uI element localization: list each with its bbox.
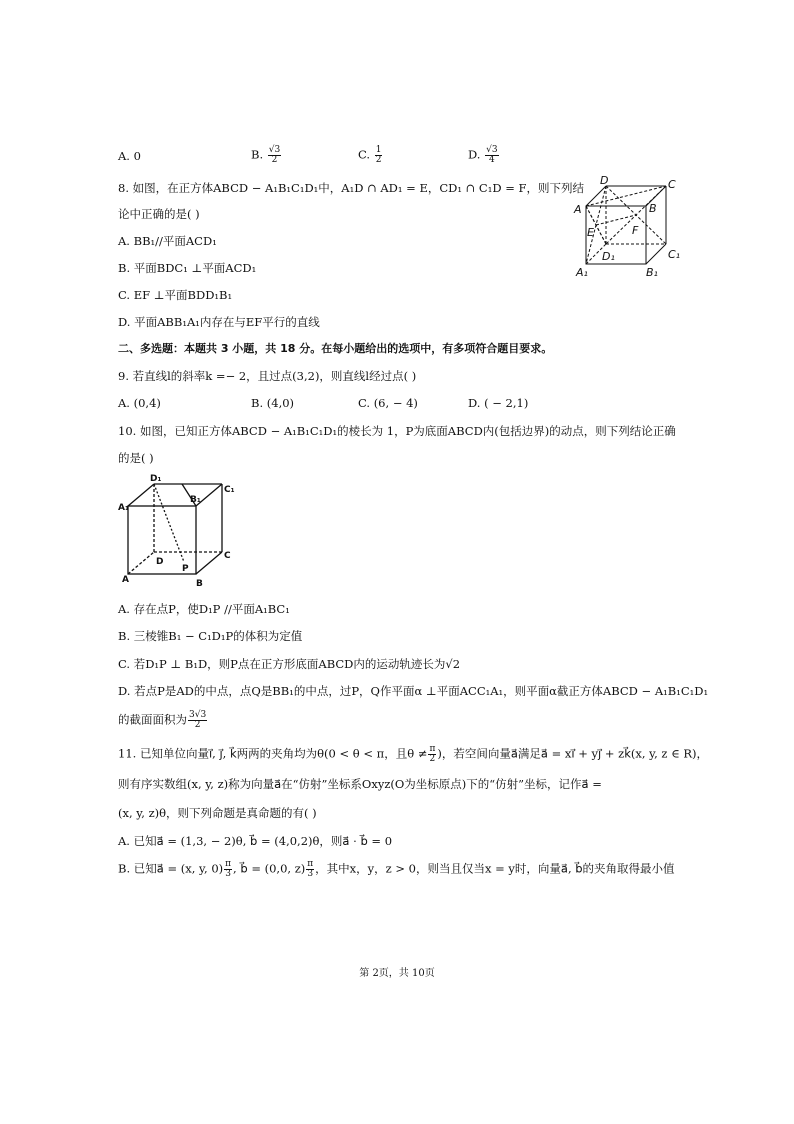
q10-label-D1: D₁	[150, 474, 162, 484]
q11-line1-a: 11. 已知单位向量i⃗, j⃗, k⃗两两的夹角均为θ(0 < θ < π，且θ ≠	[118, 746, 428, 761]
q10-label-C1: C₁	[224, 485, 235, 495]
q8-stem-line1: 8. 如图，在正方体ABCD − A₁B₁C₁D₁中，A₁D ∩ AD₁ = E，CD₁ ∩ C₁D = F，则下列结	[118, 181, 584, 195]
q8-option-a: A. BB₁//平面ACD₁	[118, 234, 217, 248]
page-footer: 第 2页，共 10页	[359, 968, 435, 979]
q9-stem: 9. 若直线l的斜率k =− 2，且过点(3,2)，则直线l经过点( )	[118, 369, 417, 383]
q8-label-D: D	[600, 176, 609, 187]
q10-stem-line2: 的是( )	[118, 451, 154, 465]
q7-d-den: 4	[488, 155, 495, 165]
q8-label-D1: D₁	[602, 250, 615, 263]
q8-cube-figure	[570, 176, 685, 280]
q8-option-b: B. 平面BDC₁ ⊥平面ACD₁	[118, 261, 257, 275]
q10-option-d-prefix: 的截面面积为	[118, 712, 187, 727]
q10-option-d-line1: D. 若点P是AD的中点，点Q是BB₁的中点，过P，Q作平面α ⊥平面ACC₁A₁，则平面α截正方体ABCD − A₁B₁C₁D₁	[118, 684, 709, 698]
q8-label-C1: C₁	[668, 248, 681, 261]
q11-stem-line3: (x, y, z)θ，则下列命题是真命题的有( )	[118, 806, 317, 820]
q11-line1-fraction	[428, 745, 436, 764]
q10-label-A1: A₁	[118, 503, 129, 513]
q11-stem-line1	[118, 745, 708, 764]
q7-b-den: 2	[271, 155, 278, 165]
q8-label-E: E	[587, 226, 594, 239]
q11-b-fraction-2	[306, 860, 314, 879]
q7-option-d	[468, 146, 500, 165]
q10-cube-figure	[114, 472, 244, 592]
q11-stem-line2: 则有序实数组(x, y, z)称为向量a⃗在“仿射”坐标系Oxyz(O为坐标原点)下的“仿射”坐标，记作a⃗ =	[118, 777, 602, 791]
q11-b-f1-num: π	[225, 859, 232, 869]
q7-c-den: 2	[375, 155, 382, 165]
q9-option-c: C. (6, − 4)	[358, 396, 418, 410]
q11-b-f2-den: 3	[307, 869, 314, 879]
q7-option-d-prefix: D.	[468, 147, 481, 162]
q10-option-c: C. 若D₁P ⊥ B₁D，则P点在正方形底面ABCD内的运动轨迹长为√2	[118, 657, 461, 671]
q11-line1-b: )，若空间向量a⃗满足a⃗ = xi⃗ + yj⃗ + zk⃗(x, y, z ∈ R)，	[437, 746, 708, 761]
q10-d-num: 3√3	[189, 710, 207, 720]
q9-option-b: B. (4,0)	[251, 396, 295, 410]
q11-b-mid: , b⃗ = (0,0, z)	[233, 861, 306, 876]
q7-option-d-fraction	[485, 146, 498, 165]
q11-line1-den: 2	[429, 754, 436, 764]
q9-option-d: D. ( − 2,1)	[468, 396, 529, 410]
q7-option-b	[251, 146, 282, 165]
q8-label-A: A	[574, 203, 582, 216]
q7-c-num: 1	[375, 145, 382, 155]
q10-label-C: C	[224, 551, 231, 561]
q11-option-b	[118, 860, 675, 879]
section-2-heading: 二、多选题：本题共 3 小题，共 18 分。在每小题给出的选项中，有多项符合题目要求。	[118, 342, 553, 355]
q10-label-A: A	[122, 575, 129, 585]
q10-option-d-line2	[118, 711, 208, 730]
q8-option-c: C. EF ⊥平面BDD₁B₁	[118, 288, 233, 302]
q8-label-B1: B₁	[646, 266, 658, 279]
q11-b-post: ，其中x，y，z > 0，则当且仅当x = y时，向量a⃗, b⃗的夹角取得最小值	[315, 861, 675, 876]
q10-d-den: 2	[194, 720, 201, 730]
q7-option-c-prefix: C.	[358, 147, 371, 162]
q7-option-a: A. 0	[118, 149, 141, 163]
q8-label-F: F	[632, 224, 639, 237]
q10-label-B: B	[196, 579, 203, 589]
q7-option-c	[358, 146, 383, 165]
q8-label-C: C	[668, 178, 676, 191]
q7-option-b-prefix: B.	[251, 147, 264, 162]
q9-option-a: A. (0,4)	[118, 396, 161, 410]
q10-option-b: B. 三棱锥B₁ − C₁D₁P的体积为定值	[118, 629, 303, 643]
q10-option-a: A. 存在点P，使D₁P //平面A₁BC₁	[118, 602, 290, 616]
q11-option-a: A. 已知a⃗ = (1,3, − 2)θ, b⃗ = (4,0,2)θ，则a⃗ · b⃗ = 0	[118, 834, 393, 848]
q11-b-f1-den: 3	[225, 869, 231, 879]
q11-b-pre: B. 已知a⃗ = (x, y, 0)	[118, 861, 224, 876]
q11-b-fraction-1	[224, 860, 232, 879]
q7-b-num: √3	[268, 145, 281, 155]
q8-label-A1: A₁	[576, 266, 588, 279]
q10-label-P: P	[182, 564, 189, 574]
q11-line1-num: π	[429, 744, 436, 754]
q8-stem-line2: 论中正确的是( )	[118, 207, 200, 221]
q7-d-num: √3	[486, 145, 498, 155]
q7-option-b-fraction	[268, 146, 281, 165]
q10-label-D: D	[156, 557, 164, 567]
q8-option-d: D. 平面ABB₁A₁内存在与EF平行的直线	[118, 315, 320, 329]
q8-label-B: B	[649, 202, 657, 215]
q10-option-d-fraction	[188, 711, 207, 730]
q10-label-B1: B₁	[190, 495, 201, 505]
q11-b-f2-num: π	[307, 859, 314, 869]
q7-option-c-fraction	[375, 146, 383, 165]
q10-stem-line1: 10. 如图，已知正方体ABCD − A₁B₁C₁D₁的棱长为 1，P为底面ABCD内(包括边界)的动点，则下列结论正确	[118, 424, 676, 438]
